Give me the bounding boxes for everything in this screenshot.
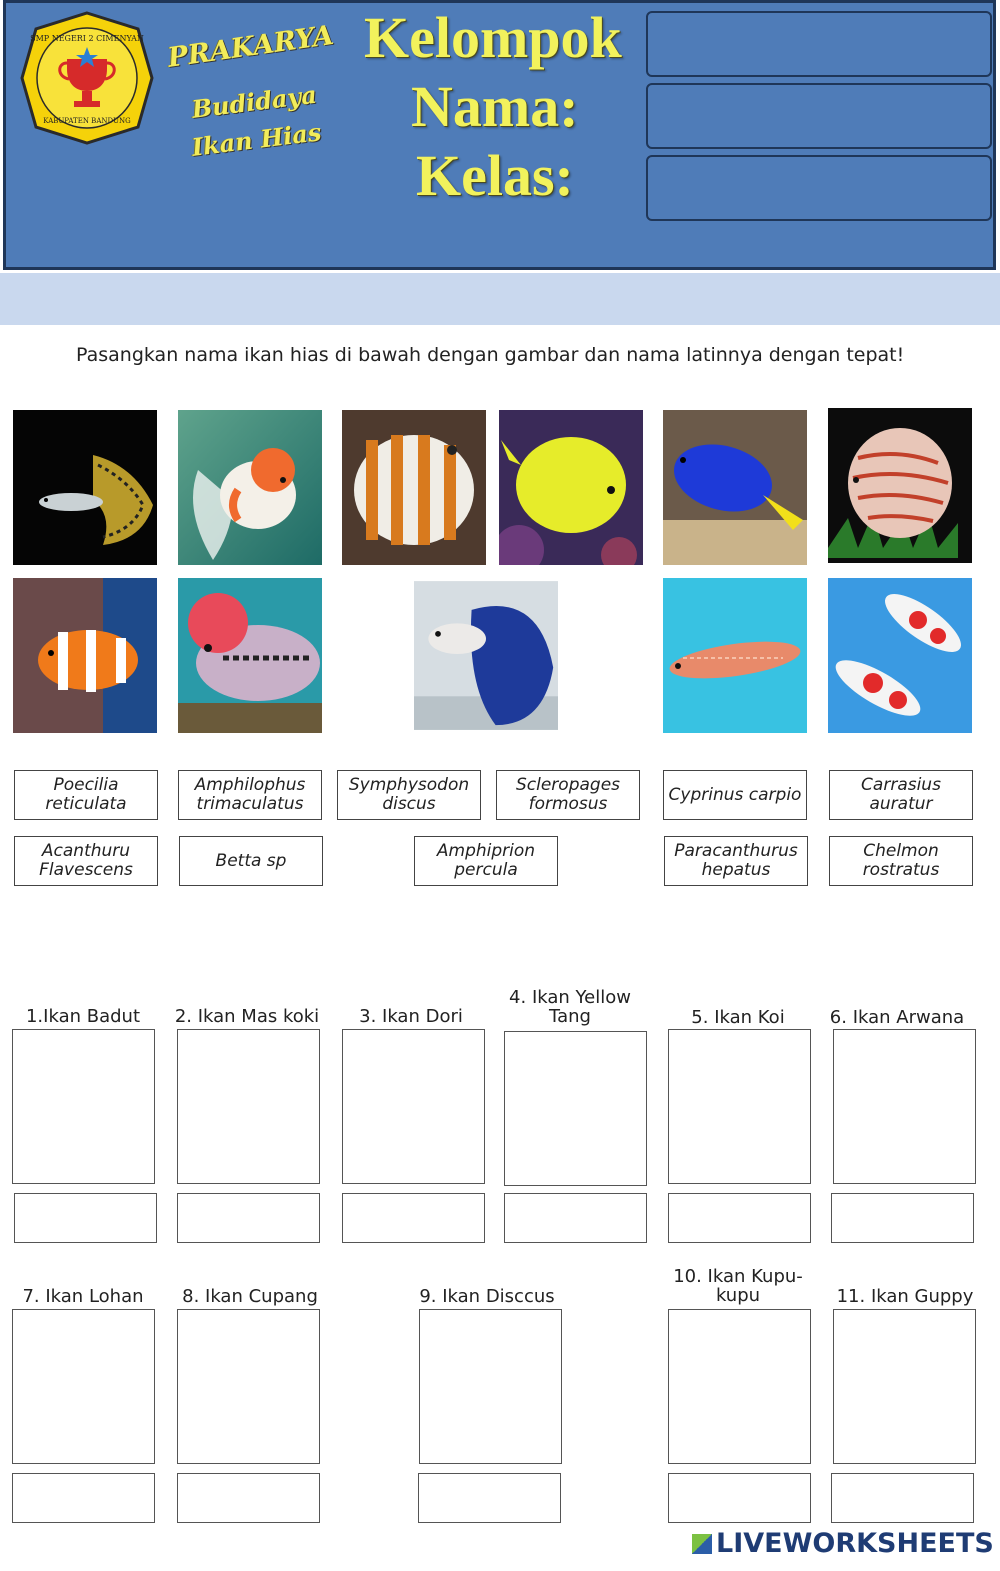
header-band [0, 273, 1000, 325]
question-8-label: 8. Ikan Cupang [182, 1286, 318, 1307]
clownfish-image[interactable] [13, 578, 157, 733]
latin-drop-7[interactable] [12, 1473, 155, 1523]
topic-line1: Budidaya [190, 79, 319, 124]
latin-drop-6[interactable] [831, 1193, 974, 1243]
question-9-label: 9. Ikan Disccus [419, 1286, 555, 1307]
latin-drop-2[interactable] [177, 1193, 320, 1243]
discus-image[interactable] [828, 408, 972, 563]
latin-betta-sp[interactable]: Betta sp [179, 836, 323, 886]
latin-symphysodon-discus[interactable]: Symphysodon discus [337, 770, 481, 820]
latin-drop-11[interactable] [831, 1473, 974, 1523]
question-4-label: 4. Ikan Yellow Tang [509, 987, 631, 1027]
flowerhorn-image[interactable] [178, 578, 322, 733]
image-drop-9[interactable] [419, 1309, 562, 1464]
blue-tang-image[interactable] [663, 410, 807, 565]
image-drop-1[interactable] [12, 1029, 155, 1184]
image-drop-10[interactable] [668, 1309, 811, 1464]
subject-title: PRAKARYA [165, 19, 336, 74]
koi-image[interactable] [828, 578, 972, 733]
latin-drop-8[interactable] [177, 1473, 320, 1523]
image-drop-2[interactable] [177, 1029, 320, 1184]
image-drop-8[interactable] [177, 1309, 320, 1464]
logo-text-top: SMP NEGERI 2 CIMENYAN [30, 34, 144, 43]
question-5-label: 5. Ikan Koi [691, 1007, 785, 1028]
question-6-label: 6. Ikan Arwana [829, 1007, 965, 1028]
class-label: Kelas: [416, 143, 574, 208]
goldfish-image[interactable] [178, 410, 322, 565]
question-2-label: 2. Ikan Mas koki [174, 1006, 320, 1027]
class-input[interactable] [646, 155, 992, 221]
question-11-label: 11. Ikan Guppy [836, 1286, 974, 1307]
image-drop-5[interactable] [668, 1029, 811, 1184]
latin-poecilia-reticulata[interactable]: Poecilia reticulata [14, 770, 158, 820]
latin-drop-4[interactable] [504, 1193, 647, 1243]
latin-scleropages-formosus[interactable]: Scleropages formosus [496, 770, 640, 820]
group-label: Kelompok [364, 5, 622, 70]
latin-drop-1[interactable] [14, 1193, 157, 1243]
betta-image[interactable] [414, 578, 558, 733]
image-drop-11[interactable] [833, 1309, 976, 1464]
latin-paracanthurus-hepatus[interactable]: Paracanthurus hepatus [664, 836, 808, 886]
latin-carrasius-auratur[interactable]: Carrasius auratur [829, 770, 973, 820]
question-1-label: 1.Ikan Badut [25, 1006, 141, 1027]
latin-drop-10[interactable] [668, 1473, 811, 1523]
latin-amphilophus-trimaculatus[interactable]: Amphilophus trimaculatus [178, 770, 322, 820]
latin-drop-5[interactable] [668, 1193, 811, 1243]
arowana-image[interactable] [663, 578, 807, 733]
latin-cyprinus-carpio[interactable]: Cyprinus carpio [663, 770, 807, 820]
logo-text-bottom: KABUPATEN BANDUNG [43, 117, 131, 125]
question-3-label: 3. Ikan Dori [359, 1006, 463, 1027]
name-label: Nama: [411, 74, 579, 139]
topic-line2: Ikan Hias [190, 117, 323, 162]
image-drop-3[interactable] [342, 1029, 485, 1184]
school-logo [20, 11, 155, 146]
latin-drop-9[interactable] [418, 1473, 561, 1523]
yellow-tang-image[interactable] [499, 410, 643, 565]
liveworksheets-icon [692, 1534, 712, 1554]
latin-acanthuru-flavescens[interactable]: Acanthuru Flavescens [14, 836, 158, 886]
question-7-label: 7. Ikan Lohan [22, 1286, 144, 1307]
liveworksheets-brand: LIVEWORKSHEETS [716, 1528, 994, 1559]
butterflyfish-image[interactable] [342, 410, 486, 565]
group-input[interactable] [646, 11, 992, 77]
liveworksheets-logo[interactable] [692, 1528, 994, 1559]
image-drop-7[interactable] [12, 1309, 155, 1464]
latin-amphiprion-percula[interactable]: Amphiprion percula [414, 836, 558, 886]
image-drop-6[interactable] [833, 1029, 976, 1184]
latin-chelmon-rostratus[interactable]: Chelmon rostratus [829, 836, 973, 886]
instruction-text: Pasangkan nama ikan hias di bawah dengan gambar dan nama latinnya dengan tepat! [76, 344, 905, 366]
guppy-image[interactable] [13, 410, 157, 565]
name-input[interactable] [646, 83, 992, 149]
latin-drop-3[interactable] [342, 1193, 485, 1243]
image-drop-4[interactable] [504, 1031, 647, 1186]
question-10-label: 10. Ikan Kupu- kupu [673, 1266, 803, 1306]
header-banner [3, 0, 996, 270]
